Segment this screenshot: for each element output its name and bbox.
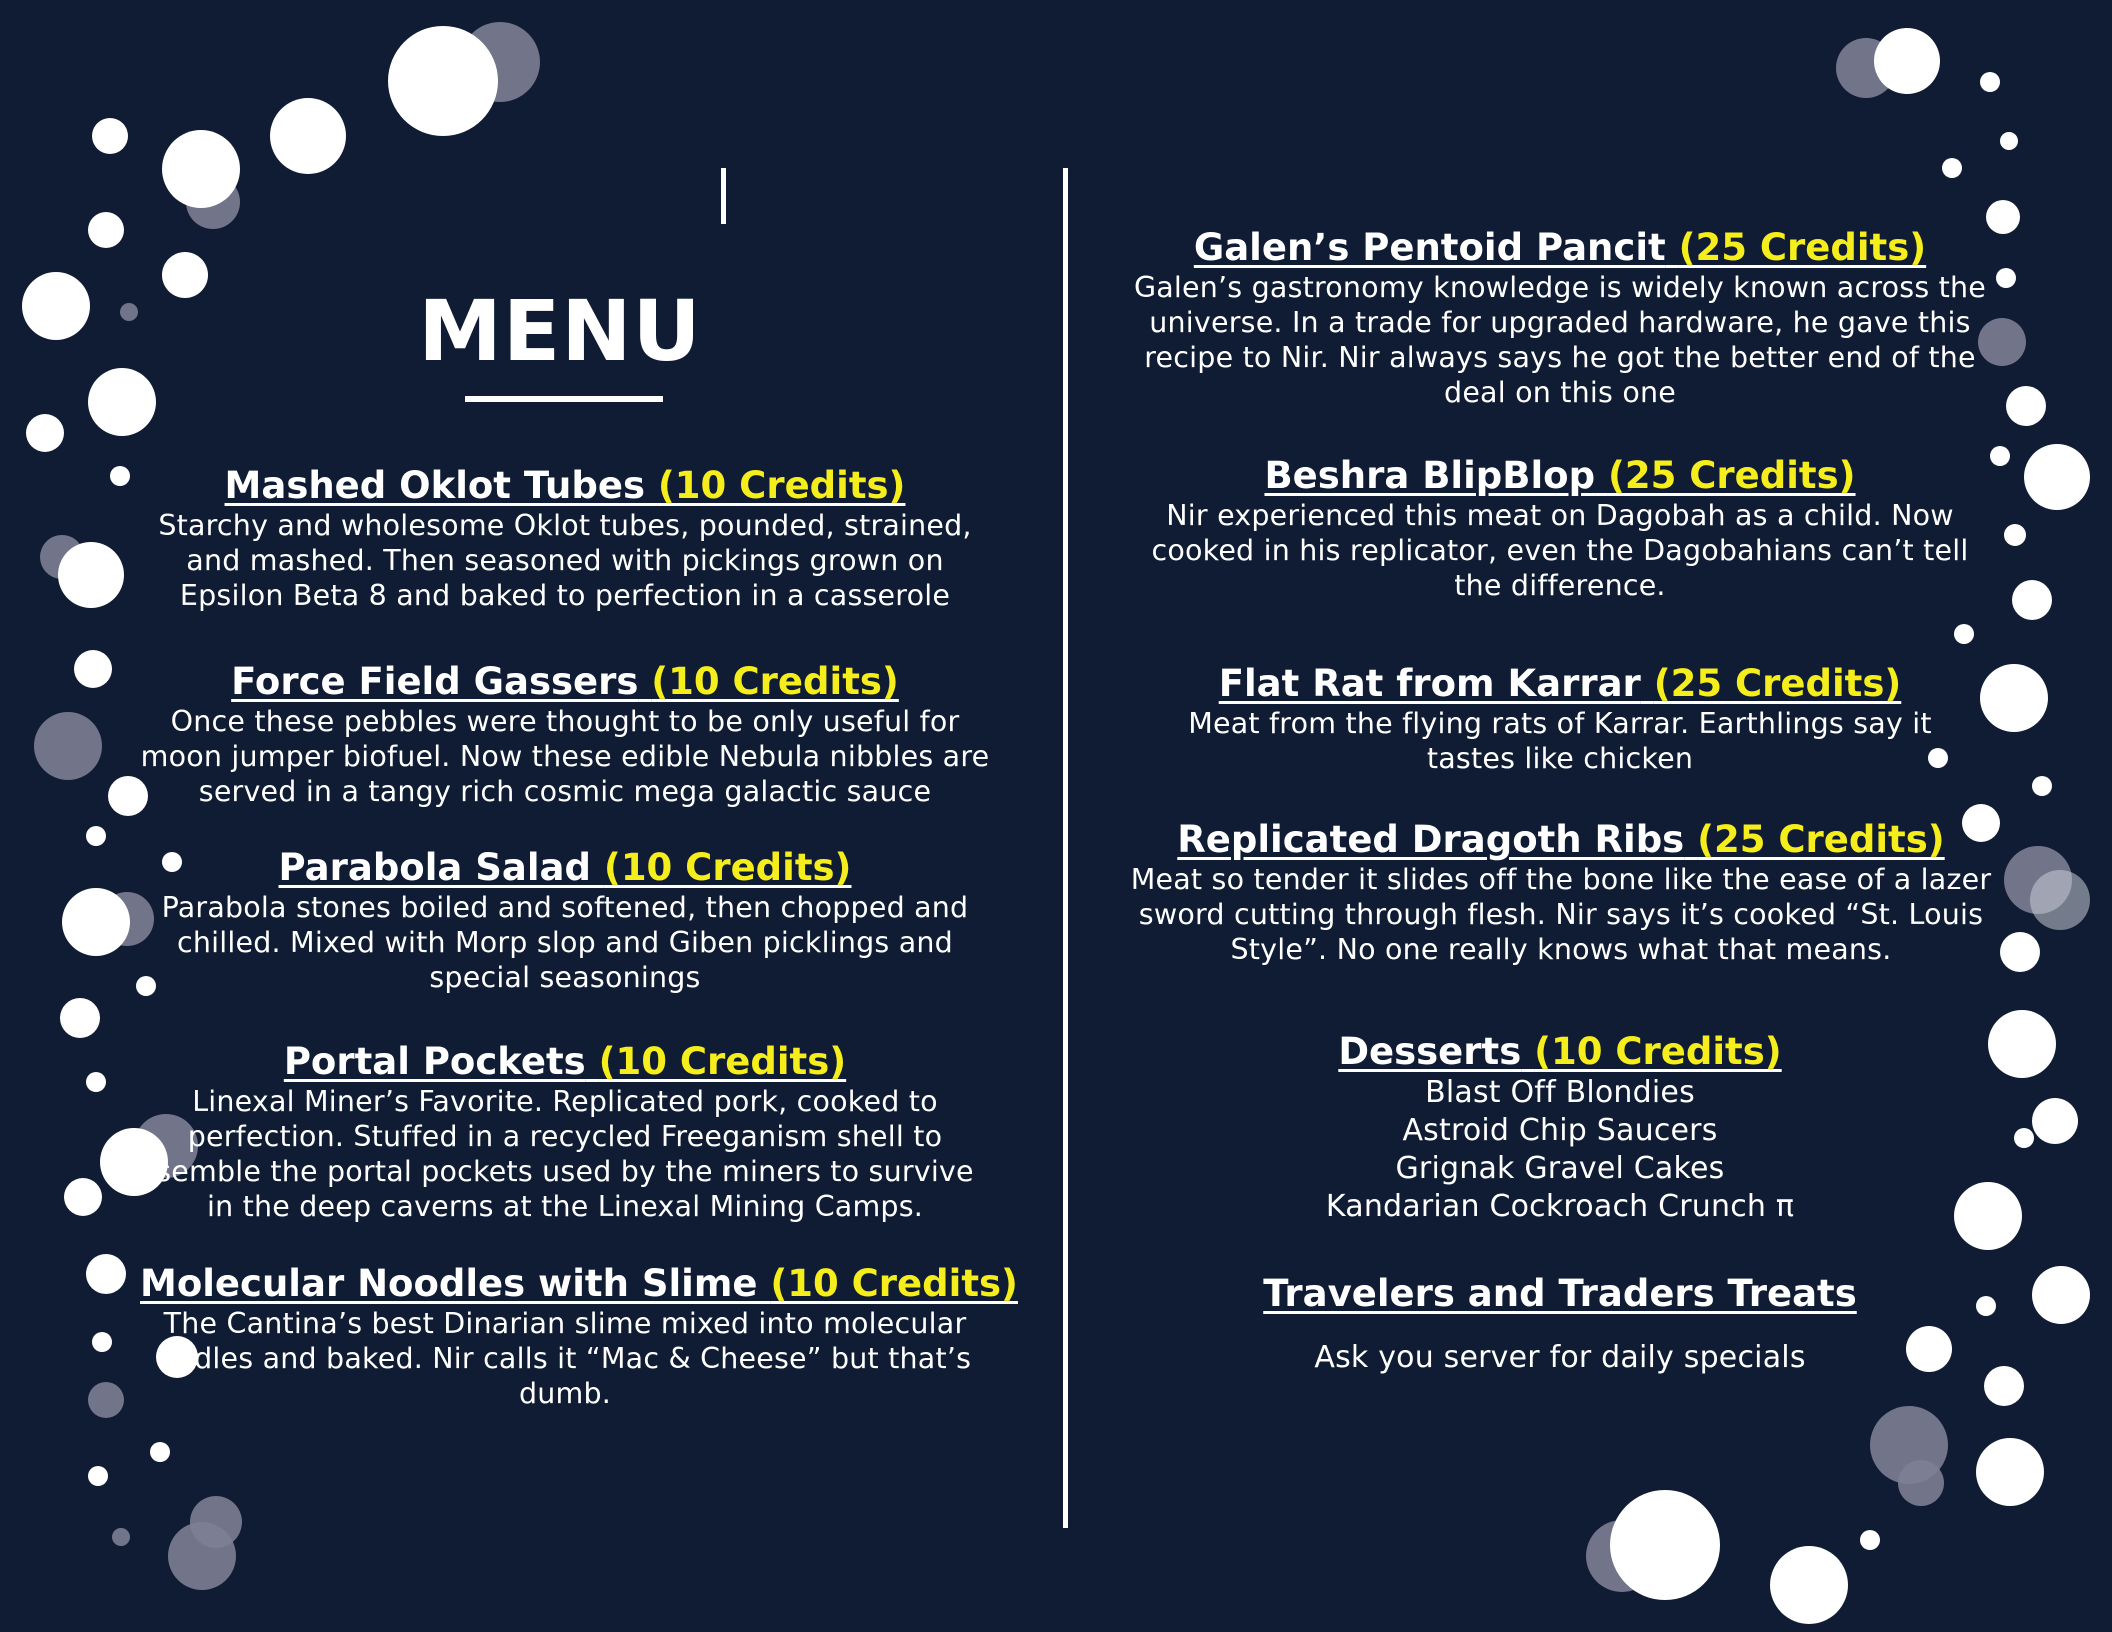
bubble-decor [1988, 1010, 2056, 1078]
dessert-item: Grignak Gravel Cakes [1395, 1151, 1725, 1186]
bubble-decor [270, 98, 346, 174]
bubble-decor [1984, 1366, 2024, 1406]
menu-item-title [1130, 226, 1990, 270]
bubble-decor [2032, 1098, 2078, 1144]
bubble-decor [2000, 932, 2040, 972]
bubble-decor [1980, 72, 2000, 92]
bubble-decor [92, 118, 128, 154]
menu-item-price: (25 Credits) [1697, 818, 1945, 861]
bubble-decor [1990, 446, 2010, 466]
title-underline [465, 396, 663, 402]
title-tick-mark [721, 168, 726, 224]
menu-item [1130, 226, 1990, 410]
bubble-decor [1860, 1530, 1880, 1550]
bubble-decor [62, 888, 130, 956]
bubble-decor [1996, 268, 2016, 288]
menu-item [140, 846, 990, 995]
menu-item-description: Linexal Miner’s Favorite. Replicated pork, cooked to perfection. Stuffed in a recycled Freeganism shell to semble the portal pockets used by the miners to survive in the deep caverns at the Linexal Mining Camps. [156, 1085, 974, 1223]
bubble-decor [2030, 870, 2090, 930]
menu-item-description: Parabola stones boiled and softened, then chopped and chilled. Mixed with Morp slop and Giben picklings and special seasonings [161, 891, 969, 994]
bubble-decor [86, 1072, 106, 1092]
menu-item-description: The Cantina’s best Dinarian slime mixed into molecular oodles and baked. Nir calls it “Mac & Cheese” but that’s dumb. [158, 1307, 972, 1410]
bubble-decor [1954, 1182, 2022, 1250]
menu-item [150, 1040, 980, 1224]
bubble-decor [1874, 28, 1940, 94]
bubble-decor [162, 252, 208, 298]
bubble-decor [58, 542, 124, 608]
menu-item-price: (10 Credits) [651, 660, 899, 703]
bubble-decor [2014, 1128, 2034, 1148]
bubble-decor [110, 466, 130, 486]
menu-item-title [1128, 818, 1994, 862]
menu-item-price: (10 Credits) [657, 464, 906, 507]
bubble-decor [86, 826, 106, 846]
bubble-decor [2032, 776, 2052, 796]
menu-item [130, 464, 1000, 613]
menu-item-title [140, 1262, 1018, 1306]
menu-item-name: Flat Rat from Karrar [1218, 662, 1641, 705]
desserts-section [1160, 1030, 1960, 1226]
bubble-decor [2012, 580, 2052, 620]
bubble-decor [1976, 1296, 1996, 1316]
bubble-decor [88, 368, 156, 436]
menu-item-description: Starchy and wholesome Oklot tubes, pounded, strained, and mashed. Then seasoned with pickings grown on Epsilon Beta 8 and baked to perfection in a casserole [158, 509, 972, 612]
bubble-decor [112, 1528, 130, 1546]
menu-item-price: (25 Credits) [1607, 454, 1856, 497]
bubble-decor [88, 1466, 108, 1486]
page-title: MENU [418, 282, 702, 380]
menu-item-description: Nir experienced this meat on Dagobah as a child. Now cooked in his replicator, even the Dagobahians can’t tell the difference. [1151, 499, 1969, 602]
bubble-decor [1770, 1546, 1848, 1624]
menu-item-title [140, 660, 990, 704]
menu-item-name: Galen’s Pentoid Pancit [1193, 226, 1666, 269]
menu-item-name: Replicated Dragoth Ribs [1177, 818, 1685, 861]
menu-item-title [150, 1040, 980, 1084]
bubble-decor [2024, 444, 2090, 510]
bubble-decor [162, 130, 240, 208]
column-divider [1063, 168, 1068, 1528]
menu-item [140, 1262, 1018, 1411]
menu-item-description: Meat so tender it slides off the bone like the ease of a lazer sword cutting through flesh. Nir says it’s cooked “St. Louis Style”. No one really knows what that means. [1130, 863, 1992, 966]
bubble-decor [168, 1522, 236, 1590]
bubble-decor [1986, 200, 2020, 234]
bubble-decor [2004, 524, 2026, 546]
menu-item-name: Parabola Salad [278, 846, 592, 889]
desserts-price: (10 Credits) [1534, 1030, 1782, 1073]
menu-item [1140, 454, 1980, 603]
menu-item-name: Molecular Noodles with Slime [140, 1262, 758, 1305]
menu-item-price: (10 Credits) [770, 1262, 1018, 1305]
menu-item-price: (25 Credits) [1678, 226, 1927, 269]
desserts-title [1160, 1030, 1960, 1074]
treats-section [1160, 1272, 1960, 1375]
menu-item-title [130, 464, 1000, 508]
dessert-item: Blast Off Blondies [1425, 1075, 1695, 1110]
menu-item-name: Beshra BlipBlop [1264, 454, 1596, 497]
bubble-decor [2006, 386, 2046, 426]
menu-item-name: Force Field Gassers [231, 660, 639, 703]
bubble-decor [150, 1442, 170, 1462]
bubble-decor [388, 26, 498, 136]
dessert-item: Kandarian Cockroach Crunch π [1325, 1189, 1795, 1224]
bubble-decor [74, 650, 112, 688]
menu-item-price: (25 Credits) [1653, 662, 1902, 705]
bubble-decor [22, 272, 90, 340]
bubble-decor [1976, 1438, 2044, 1506]
bubble-decor [64, 1178, 102, 1216]
bubble-decor [92, 1332, 112, 1352]
menu-item-description: Galen’s gastronomy knowledge is widely known across the universe. In a trade for upgraded hardware, he gave this recipe to Nir. Nir always says he got the better end of the deal on this one [1133, 271, 1986, 409]
desserts-name: Desserts [1338, 1030, 1522, 1073]
dessert-item: Astroid Chip Saucers [1402, 1113, 1718, 1148]
menu-item [140, 660, 990, 809]
bubble-decor [1942, 158, 1962, 178]
treats-title: Travelers and Traders Treats [1263, 1272, 1857, 1315]
menu-item-description: Meat from the flying rats of Karrar. Earthlings say it tastes like chicken [1188, 707, 1932, 775]
menu-item-description: Once these pebbles were thought to be only useful for moon jumper biofuel. Now these edible Nebula nibbles are served in a tangy rich cosmic mega galactic sauce [140, 705, 990, 808]
menu-item-title [140, 846, 990, 890]
bubble-decor [88, 1382, 124, 1418]
menu-item-price: (10 Credits) [603, 846, 852, 889]
menu-item-price: (10 Credits) [598, 1040, 847, 1083]
menu-item-name: Mashed Oklot Tubes [224, 464, 645, 507]
bubble-decor [88, 212, 124, 248]
bubble-decor [2032, 1266, 2090, 1324]
bubble-decor [120, 303, 138, 321]
menu-item [1150, 662, 1970, 776]
bubble-decor [1610, 1490, 1720, 1600]
bubble-decor [1898, 1460, 1944, 1506]
bubble-decor [34, 712, 102, 780]
bubble-decor [60, 998, 100, 1038]
menu-item-title [1150, 662, 1970, 706]
bubble-decor [2000, 132, 2018, 150]
menu-item-name: Portal Pockets [283, 1040, 586, 1083]
bubble-decor [86, 1254, 126, 1294]
bubble-decor [1980, 664, 2048, 732]
bubble-decor [1954, 624, 1974, 644]
treats-note: Ask you server for daily specials [1314, 1340, 1806, 1375]
menu-item [1128, 818, 1994, 967]
menu-item-title [1140, 454, 1980, 498]
bubble-decor [26, 414, 64, 452]
